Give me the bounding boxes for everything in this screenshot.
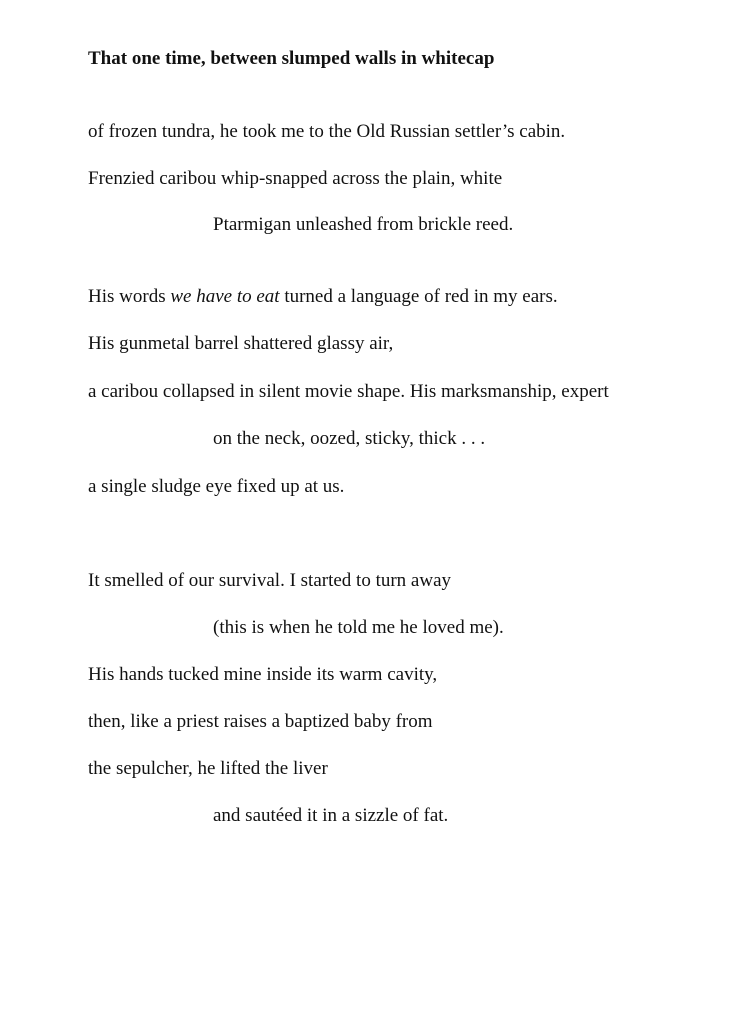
poem-line-indented: Ptarmigan unleashed from brickle reed. — [213, 214, 514, 235]
poem-line-indented: and sautéed it in a sizzle of fat. — [213, 805, 449, 826]
poem-line: Frenzied caribou whip-snapped across the plain, white — [88, 168, 503, 189]
poem-line-indented: (this is when he told me he loved me). — [213, 617, 504, 638]
poem-line-text: turned a language of red in my ears. — [279, 286, 558, 307]
poem-line-italic-phrase: we have to eat — [170, 286, 280, 307]
poem-line: a caribou collapsed in silent movie shape. His marksmanship, expert — [88, 381, 609, 402]
poem-line: His gunmetal barrel shattered glassy air, — [88, 333, 394, 354]
poem-line: of frozen tundra, he took me to the Old Russian settler’s cabin. — [88, 121, 566, 142]
poem-line-with-italic — [88, 285, 558, 309]
poem-title: That one time, between slumped walls in whitecap — [88, 48, 495, 69]
poem-line-indented: on the neck, oozed, sticky, thick . . . — [213, 428, 486, 449]
poem-line-text: His words — [88, 286, 171, 307]
poem-line: then, like a priest raises a baptized baby from — [88, 711, 433, 732]
poem-line: the sepulcher, he lifted the liver — [88, 758, 328, 779]
poem-line: It smelled of our survival. I started to turn away — [88, 570, 452, 591]
poem-line: a single sludge eye fixed up at us. — [88, 476, 345, 497]
poem-line: His hands tucked mine inside its warm cavity, — [88, 664, 438, 685]
